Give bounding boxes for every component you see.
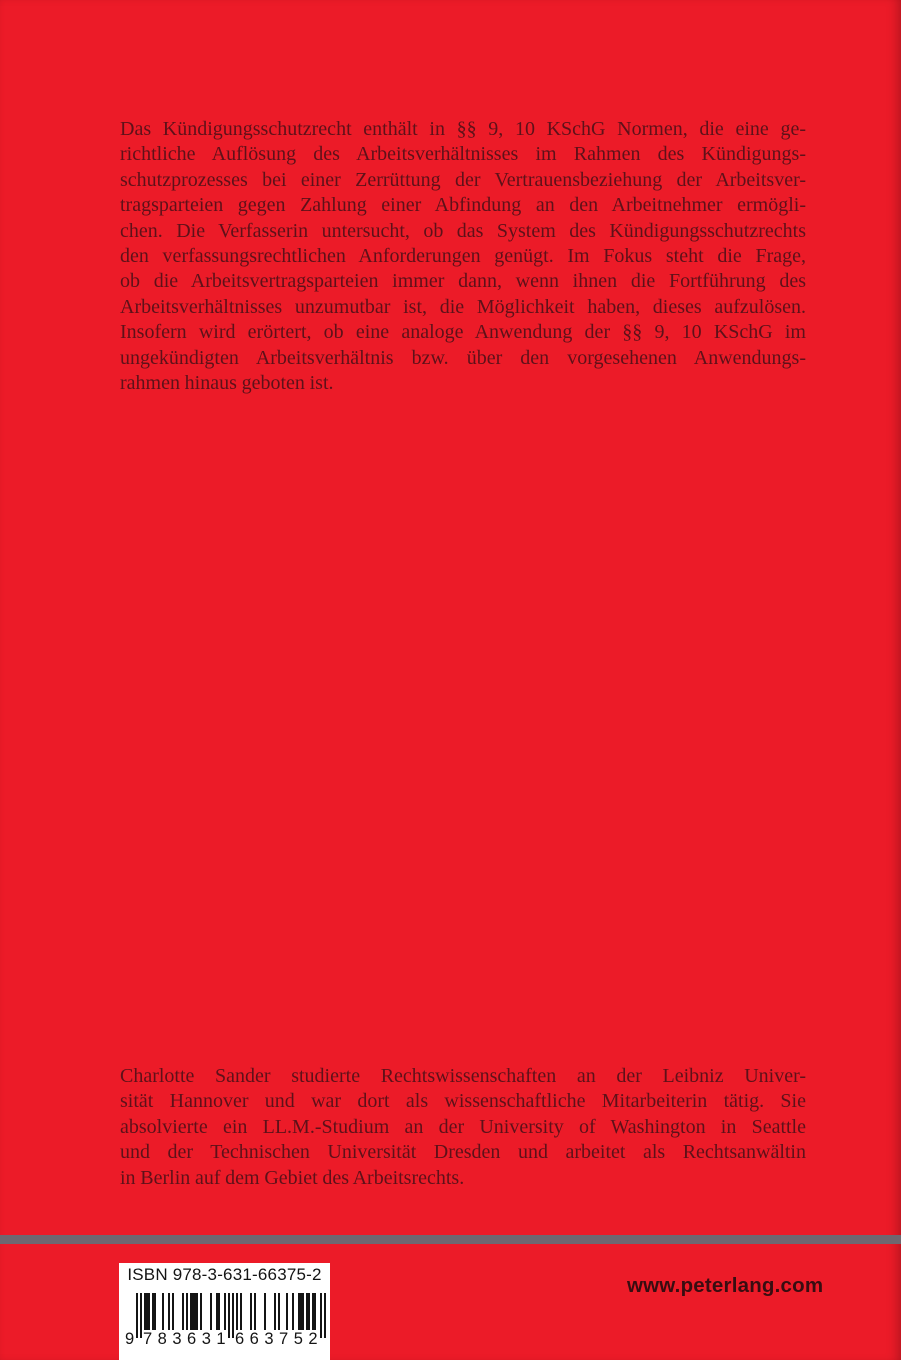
blurb-line: tragsparteien gegen Zahlung einer Abfindung an den Arbeitnehmer ermögli- bbox=[120, 194, 806, 217]
barcode-digit-first: 9 bbox=[125, 1330, 135, 1348]
blurb-line: richtliche Auflösung des Arbeitsverhältnisses im Rahmen des Kündigungs- bbox=[120, 143, 806, 166]
blurb-paragraph bbox=[120, 117, 806, 396]
blurb-line: ob die Arbeitsvertragsparteien immer dann, wenn ihnen die Fortführung des bbox=[120, 270, 806, 293]
blurb-line: Insofern wird erörtert, ob eine analoge Anwendung der §§ 9, 10 KSchG im bbox=[120, 321, 806, 344]
blurb-line: Das Kündigungsschutzrecht enthält in §§ 9, 10 KSchG Normen, die eine ge- bbox=[120, 118, 806, 140]
blurb-line: ungekündigten Arbeitsverhältnis bzw. über den vorgesehenen Anwendungs- bbox=[120, 346, 806, 369]
author-bio-paragraph bbox=[120, 1064, 806, 1191]
blurb-line: rahmen hinaus geboten ist. bbox=[120, 372, 334, 395]
blurb-line: chen. Die Verfasserin untersucht, ob das System des Kündigungsschutzrechts bbox=[120, 219, 806, 242]
footer-divider-band bbox=[0, 1235, 901, 1244]
bio-line: und der Technischen Universität Dresden und arbeitet als Rechtsanwältin bbox=[120, 1141, 806, 1164]
isbn-barcode-box bbox=[119, 1263, 330, 1360]
isbn-number-label: ISBN 978-3-631-66375-2 bbox=[127, 1265, 322, 1284]
blurb-line: schutzprozesses bei einer Zerrüttung der Vertrauensbeziehung der Arbeitsver- bbox=[120, 168, 806, 191]
publisher-website: www.peterlang.com bbox=[627, 1274, 824, 1297]
barcode-digits-right: 663752 bbox=[235, 1330, 324, 1348]
blurb-line: Arbeitsverhältnisses unzumutbar ist, die Möglichkeit haben, dieses aufzulösen. bbox=[120, 295, 806, 318]
bio-line: in Berlin auf dem Gebiet des Arbeitsrechts. bbox=[120, 1166, 465, 1189]
blurb-line: den verfassungsrechtlichen Anforderungen genügt. Im Fokus steht die Frage, bbox=[120, 245, 806, 268]
bio-line: Charlotte Sander studierte Rechtswissenschaften an der Leibniz Univer- bbox=[120, 1065, 806, 1087]
bio-line: sität Hannover und war dort als wissenschaftliche Mitarbeiterin tätig. Sie bbox=[120, 1090, 806, 1113]
bio-line: absolvierte ein LL.M.-Studium an der University of Washington in Seattle bbox=[120, 1115, 806, 1138]
barcode-digits-left: 783631 bbox=[143, 1330, 232, 1348]
